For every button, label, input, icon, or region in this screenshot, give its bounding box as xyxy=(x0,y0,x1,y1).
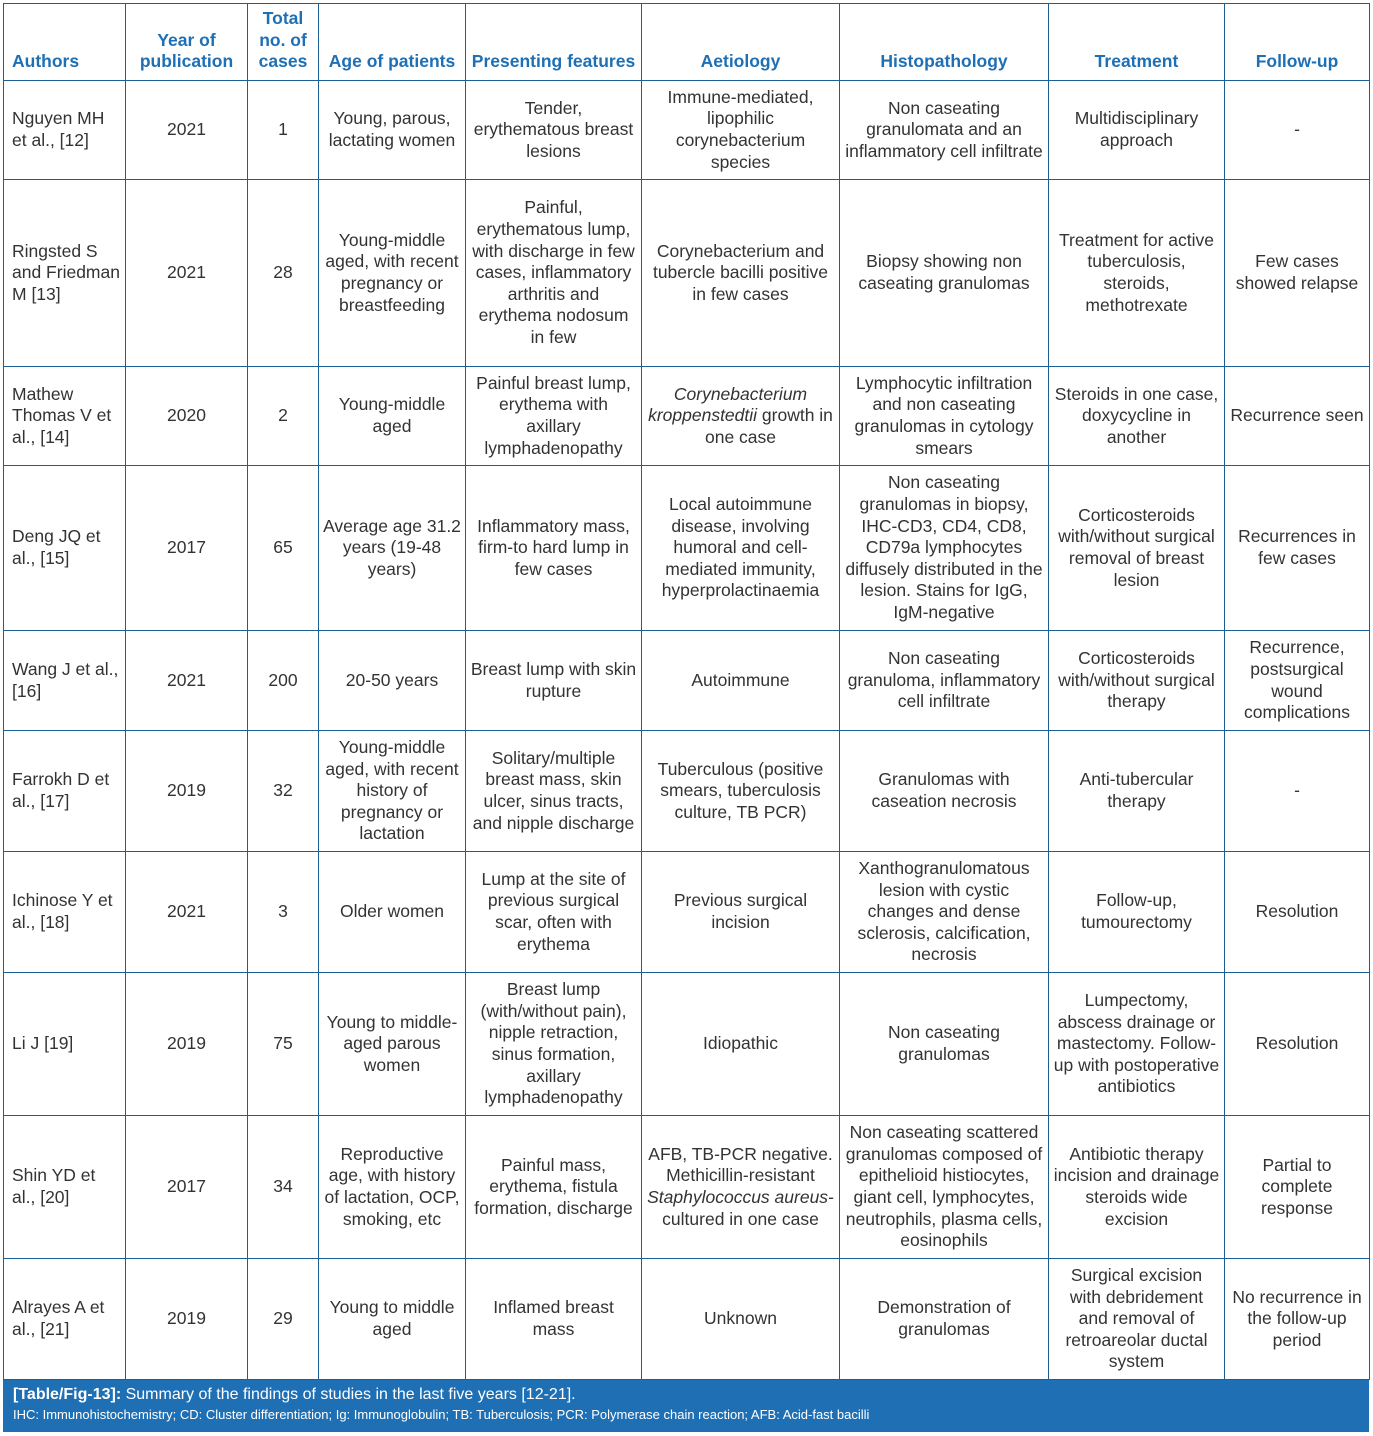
cell-aetiology: Autoimmune xyxy=(642,631,840,731)
findings-table xyxy=(3,3,1370,1380)
caption-title-line xyxy=(13,1384,1359,1406)
header-features: Presenting features xyxy=(466,4,642,81)
cell-treatment: Antibiotic therapy incision and drainage steroids wide excision xyxy=(1049,1116,1225,1259)
cell-age: Average age 31.2 years (19-48 years) xyxy=(319,466,466,631)
cell-year: 2017 xyxy=(126,1116,248,1259)
cell-age: Young to middle aged xyxy=(319,1259,466,1380)
cell-year: 2019 xyxy=(126,731,248,852)
cell-follow-up: No recurrence in the follow-up period xyxy=(1225,1259,1370,1380)
cell-age: Young-middle aged, with recent history of pregnancy or lactation xyxy=(319,731,466,852)
cell-authors: Alrayes A et al., [21] xyxy=(4,1259,126,1380)
cell-aetiology: Unknown xyxy=(642,1259,840,1380)
cell-age: 20-50 years xyxy=(319,631,466,731)
cell-authors: Deng JQ et al., [15] xyxy=(4,466,126,631)
cell-treatment: Corticosteroids with/without surgical removal of breast lesion xyxy=(1049,466,1225,631)
cell-authors: Nguyen MH et al., [12] xyxy=(4,81,126,180)
cell-cases: 75 xyxy=(248,973,319,1116)
header-year: Year of publication xyxy=(126,4,248,81)
cell-features: Inflamed breast mass xyxy=(466,1259,642,1380)
caption-label: [Table/Fig-13]: xyxy=(13,1386,122,1403)
header-histopathology: Histopathology xyxy=(840,4,1049,81)
cell-year: 2021 xyxy=(126,180,248,367)
table-row xyxy=(4,367,1370,466)
cell-cases: 32 xyxy=(248,731,319,852)
cell-authors: Ringsted S and Friedman M [13] xyxy=(4,180,126,367)
cell-aetiology xyxy=(642,367,840,466)
cell-features: Tender, erythematous breast lesions xyxy=(466,81,642,180)
organism-name: Staphylococcus aureus xyxy=(647,1187,829,1207)
cell-year: 2019 xyxy=(126,973,248,1116)
cell-follow-up: Partial to complete response xyxy=(1225,1116,1370,1259)
cell-aetiology: Tuberculous (positive smears, tuberculosis culture, TB PCR) xyxy=(642,731,840,852)
cell-cases: 3 xyxy=(248,852,319,973)
cell-histopathology: Non caseating granulomas in biopsy, IHC-CD3, CD4, CD8, CD79a lymphocytes diffusely distributed in the lesion. Stains for IgG, IgM-negative xyxy=(840,466,1049,631)
cell-aetiology: Local autoimmune disease, involving humoral and cell-mediated immunity, hyperprolactinaemia xyxy=(642,466,840,631)
cell-follow-up: Few cases showed relapse xyxy=(1225,180,1370,367)
table-row xyxy=(4,973,1370,1116)
cell-follow-up: Recurrence, postsurgical wound complications xyxy=(1225,631,1370,731)
cell-features: Painful, erythematous lump, with discharge in few cases, inflammatory arthritis and erythema nodosum in few xyxy=(466,180,642,367)
cell-cases: 34 xyxy=(248,1116,319,1259)
header-age: Age of patients xyxy=(319,4,466,81)
cell-year: 2019 xyxy=(126,1259,248,1380)
cell-features: Inflammatory mass, firm-to hard lump in few cases xyxy=(466,466,642,631)
findings-table-container xyxy=(3,3,1369,1380)
cell-treatment: Multidisciplinary approach xyxy=(1049,81,1225,180)
cell-treatment: Steroids in one case, doxycycline in another xyxy=(1049,367,1225,466)
cell-year: 2021 xyxy=(126,852,248,973)
cell-features: Painful mass, erythema, fistula formation, discharge xyxy=(466,1116,642,1259)
cell-year: 2021 xyxy=(126,631,248,731)
table-row xyxy=(4,852,1370,973)
table-row xyxy=(4,731,1370,852)
cell-treatment: Lumpectomy, abscess drainage or mastectomy. Follow-up with postoperative antibiotics xyxy=(1049,973,1225,1116)
cell-follow-up: Recurrences in few cases xyxy=(1225,466,1370,631)
cell-aetiology: Immune-mediated, lipophilic corynebacterium species xyxy=(642,81,840,180)
cell-treatment: Corticosteroids with/without surgical therapy xyxy=(1049,631,1225,731)
table-row xyxy=(4,1116,1370,1259)
cell-follow-up: Resolution xyxy=(1225,973,1370,1116)
header-aetiology: Aetiology xyxy=(642,4,840,81)
cell-age: Young to middle-aged parous women xyxy=(319,973,466,1116)
table-row xyxy=(4,1259,1370,1380)
organism-name: Corynebacterium kroppenstedtii xyxy=(648,383,808,426)
cell-authors: Mathew Thomas V et al., [14] xyxy=(4,367,126,466)
cell-age: Reproductive age, with history of lactation, OCP, smoking, etc xyxy=(319,1116,466,1259)
table-caption xyxy=(3,1380,1369,1432)
cell-cases: 28 xyxy=(248,180,319,367)
header-treatment: Treatment xyxy=(1049,4,1225,81)
cell-cases: 1 xyxy=(248,81,319,180)
cell-follow-up: Resolution xyxy=(1225,852,1370,973)
cell-follow-up: - xyxy=(1225,731,1370,852)
cell-cases: 200 xyxy=(248,631,319,731)
table-row xyxy=(4,81,1370,180)
cell-histopathology: Biopsy showing non caseating granulomas xyxy=(840,180,1049,367)
cell-year: 2020 xyxy=(126,367,248,466)
cell-follow-up: Recurrence seen xyxy=(1225,367,1370,466)
cell-histopathology: Non caseating granulomata and an inflammatory cell infiltrate xyxy=(840,81,1049,180)
aetiology-text: AFB, TB-PCR negative. Methicillin-resistant xyxy=(648,1143,833,1186)
cell-treatment: Treatment for active tuberculosis, steroids, methotrexate xyxy=(1049,180,1225,367)
aetiology-text: growth in one case xyxy=(704,405,833,447)
header-authors: Authors xyxy=(4,4,126,81)
cell-authors: Wang J et al., [16] xyxy=(4,631,126,731)
cell-features: Breast lump with skin rupture xyxy=(466,631,642,731)
table-row xyxy=(4,631,1370,731)
cell-year: 2021 xyxy=(126,81,248,180)
cell-histopathology: Lymphocytic infiltration and non caseating granulomas in cytology smears xyxy=(840,367,1049,466)
header-cases: Total no. of cases xyxy=(248,4,319,81)
cell-treatment: Surgical excision with debridement and removal of retroareolar ductal system xyxy=(1049,1259,1225,1380)
cell-aetiology xyxy=(642,1116,840,1259)
cell-aetiology: Corynebacterium and tubercle bacilli positive in few cases xyxy=(642,180,840,367)
cell-authors: Farrokh D et al., [17] xyxy=(4,731,126,852)
cell-histopathology: Non caseating granulomas xyxy=(840,973,1049,1116)
table-row xyxy=(4,466,1370,631)
cell-authors: Shin YD et al., [20] xyxy=(4,1116,126,1259)
cell-aetiology: Idiopathic xyxy=(642,973,840,1116)
caption-text: Summary of the findings of studies in the last five years [12-21]. xyxy=(121,1386,576,1403)
caption-abbreviations: IHC: Immunohistochemistry; CD: Cluster differentiation; Ig: Immunoglobulin; TB: Tuberculosis; PCR: Polymerase chain reaction; AFB: Acid-fast bacilli xyxy=(13,1407,870,1422)
cell-histopathology: Granulomas with caseation necrosis xyxy=(840,731,1049,852)
aetiology-text: -cultured in one case xyxy=(662,1187,834,1229)
cell-histopathology: Demonstration of granulomas xyxy=(840,1259,1049,1380)
cell-features: Breast lump (with/without pain), nipple retraction, sinus formation, axillary lymphadenopathy xyxy=(466,973,642,1116)
cell-cases: 29 xyxy=(248,1259,319,1380)
header-follow-up: Follow-up xyxy=(1225,4,1370,81)
cell-aetiology: Previous surgical incision xyxy=(642,852,840,973)
cell-age: Young, parous, lactating women xyxy=(319,81,466,180)
cell-age: Young-middle aged xyxy=(319,367,466,466)
header-row xyxy=(4,4,1370,81)
table-row xyxy=(4,180,1370,367)
cell-age: Young-middle aged, with recent pregnancy or breastfeeding xyxy=(319,180,466,367)
cell-treatment: Follow-up, tumourectomy xyxy=(1049,852,1225,973)
cell-authors: Ichinose Y et al., [18] xyxy=(4,852,126,973)
cell-histopathology: Non caseating scattered granulomas composed of epithelioid histiocytes, giant cell, lymphocytes, neutrophils, plasma cells, eosinophils xyxy=(840,1116,1049,1259)
cell-treatment: Anti-tubercular therapy xyxy=(1049,731,1225,852)
cell-features: Painful breast lump, erythema with axillary lymphadenopathy xyxy=(466,367,642,466)
cell-authors: Li J [19] xyxy=(4,973,126,1116)
cell-follow-up: - xyxy=(1225,81,1370,180)
cell-cases: 2 xyxy=(248,367,319,466)
cell-histopathology: Non caseating granuloma, inflammatory cell infiltrate xyxy=(840,631,1049,731)
cell-histopathology: Xanthogranulomatous lesion with cystic changes and dense sclerosis, calcification, necrosis xyxy=(840,852,1049,973)
cell-year: 2017 xyxy=(126,466,248,631)
cell-features: Lump at the site of previous surgical scar, often with erythema xyxy=(466,852,642,973)
cell-features: Solitary/multiple breast mass, skin ulcer, sinus tracts, and nipple discharge xyxy=(466,731,642,852)
cell-cases: 65 xyxy=(248,466,319,631)
cell-age: Older women xyxy=(319,852,466,973)
